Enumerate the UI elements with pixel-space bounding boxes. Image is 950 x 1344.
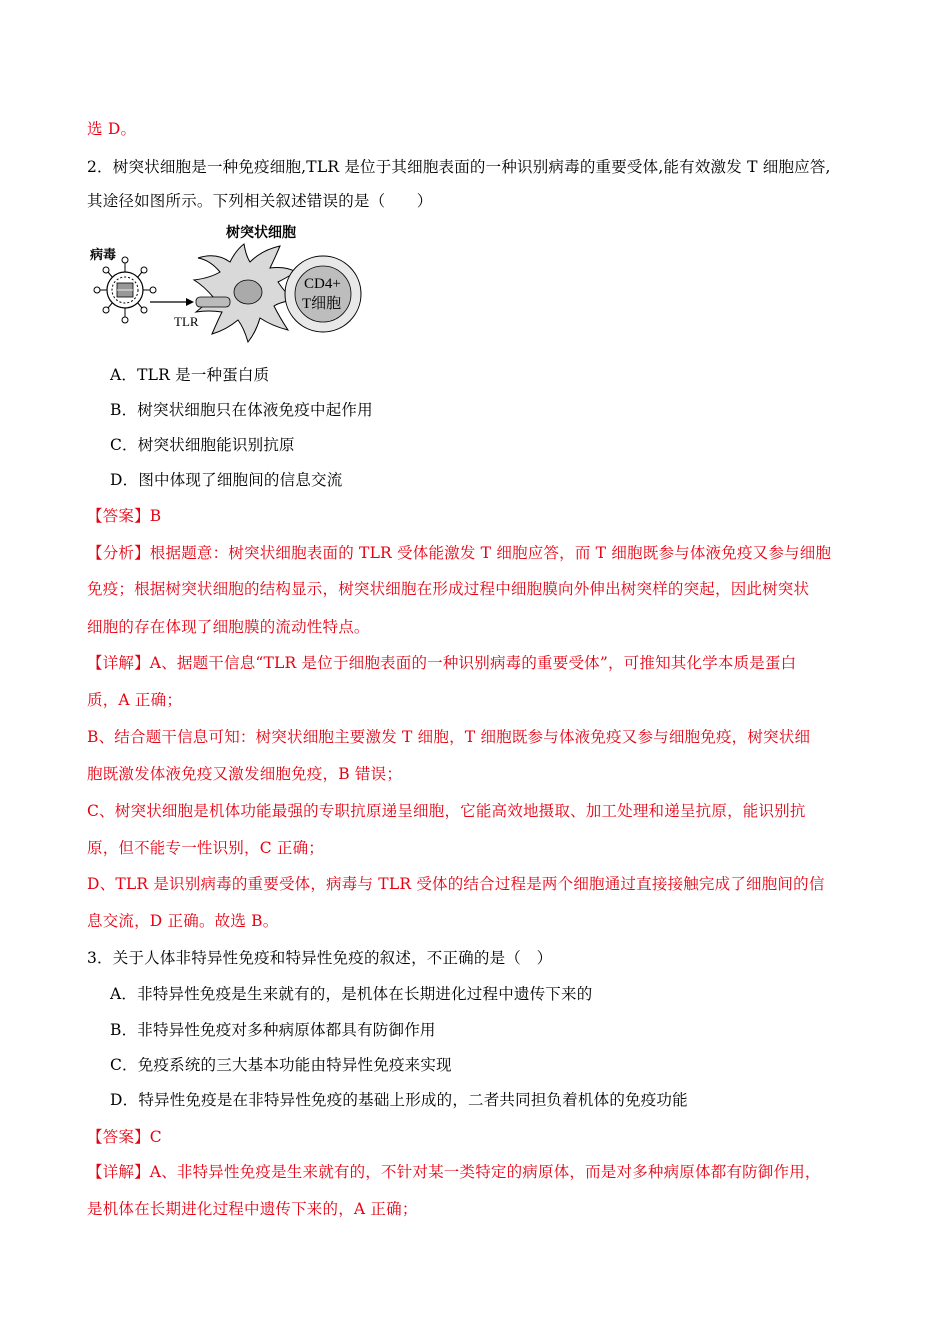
q2-detail-line-6: 原，但不能专一性识别，C 正确； (87, 839, 324, 857)
nucleus (234, 280, 262, 304)
t-cell-label-2: T细胞 (302, 296, 342, 312)
t-cell-label-1: CD4+ (304, 276, 341, 292)
q2-option-b: B．树突状细胞只在体液免疫中起作用 (110, 401, 373, 419)
q3-option-b: B．非特异性免疫对多种病原体都具有防御作用 (110, 1021, 436, 1039)
q2-analysis-line-3: 细胞的存在体现了细胞膜的流动性特点。 (87, 618, 370, 636)
q3-detail-line-2: 是机体在长期进化过程中遗传下来的，A 正确； (87, 1200, 418, 1218)
q2-detail-line-4: 胞既激发体液免疫又激发细胞免疫，B 错误； (87, 765, 403, 783)
dendritic-cell-figure (90, 222, 375, 347)
q3-answer: 【答案】C (87, 1128, 162, 1146)
virus-label: 病毒 (90, 248, 117, 263)
q3-detail-line-1: 【详解】A、非特异性免疫是生来就有的，不针对某一类特定的病原体，而是对多种病原体都有防御作用， (87, 1163, 821, 1181)
q2-detail-line-8: 息交流，D 正确。故选 B。 (87, 912, 279, 930)
q2-detail-line-3: B、结合题干信息可知：树突状细胞主要激发 T 细胞，T 细胞既参与体液免疫又参与细胞免疫，树突状细 (87, 728, 811, 746)
q2-answer: 【答案】B (87, 507, 162, 525)
dendritic-cell-label: 树突状细胞 (226, 225, 296, 241)
question-3-stem: 3．关于人体非特异性免疫和特异性免疫的叙述，不正确的是（ ） (87, 949, 553, 967)
q3-option-a: A．非特异性免疫是生来就有的，是机体在长期进化过程中遗传下来的 (110, 985, 593, 1003)
q2-detail-line-5: C、树突状细胞是机体功能最强的专职抗原递呈细胞，它能高效地摄取、加工处理和递呈抗原，能识别抗 (87, 802, 806, 820)
q2-option-a: A．TLR 是一种蛋白质 (110, 366, 270, 384)
q2-detail-line-1: 【详解】A、据题干信息“TLR 是位于细胞表面的一种识别病毒的重要受体”，可推知其化学本质是蛋白 (87, 654, 797, 672)
q2-detail-line-7: D、TLR 是识别病毒的重要受体，病毒与 TLR 受体的结合过程是两个细胞通过直接接触完成了细胞间的信 (87, 875, 825, 893)
q2-analysis-line-2: 免疫；根据树突状细胞的结构显示，树突状细胞在形成过程中细胞膜向外伸出树突样的突起，因此树突状 (87, 580, 810, 598)
q2-option-d: D．图中体现了细胞间的信息交流 (110, 471, 343, 489)
q2-detail-line-2: 质，A 正确； (87, 691, 183, 709)
prev-answer-tail: 选 D。 (87, 120, 137, 138)
q3-option-c: C．免疫系统的三大基本功能由特异性免疫来实现 (110, 1056, 452, 1074)
q2-option-c: C．树突状细胞能识别抗原 (110, 436, 295, 454)
question-2-stem-line-1: 2．树突状细胞是一种免疫细胞,TLR 是位于其细胞表面的一种识别病毒的重要受体,能有效激发 T 细胞应答, (87, 158, 831, 176)
tlr-label: TLR (174, 314, 199, 329)
tlr-receptor (196, 297, 230, 307)
virus-icon (94, 257, 156, 323)
q2-analysis-line-1: 【分析】根据题意：树突状细胞表面的 TLR 受体能激发 T 细胞应答，而 T 细胞既参与体液免疫又参与细胞 (87, 544, 832, 562)
question-2-stem-line-2: 其途径如图所示。下列相关叙述错误的是（ ） (87, 192, 433, 210)
q3-option-d: D．特异性免疫是在非特异性免疫的基础上形成的，二者共同担负着机体的免疫功能 (110, 1091, 688, 1109)
